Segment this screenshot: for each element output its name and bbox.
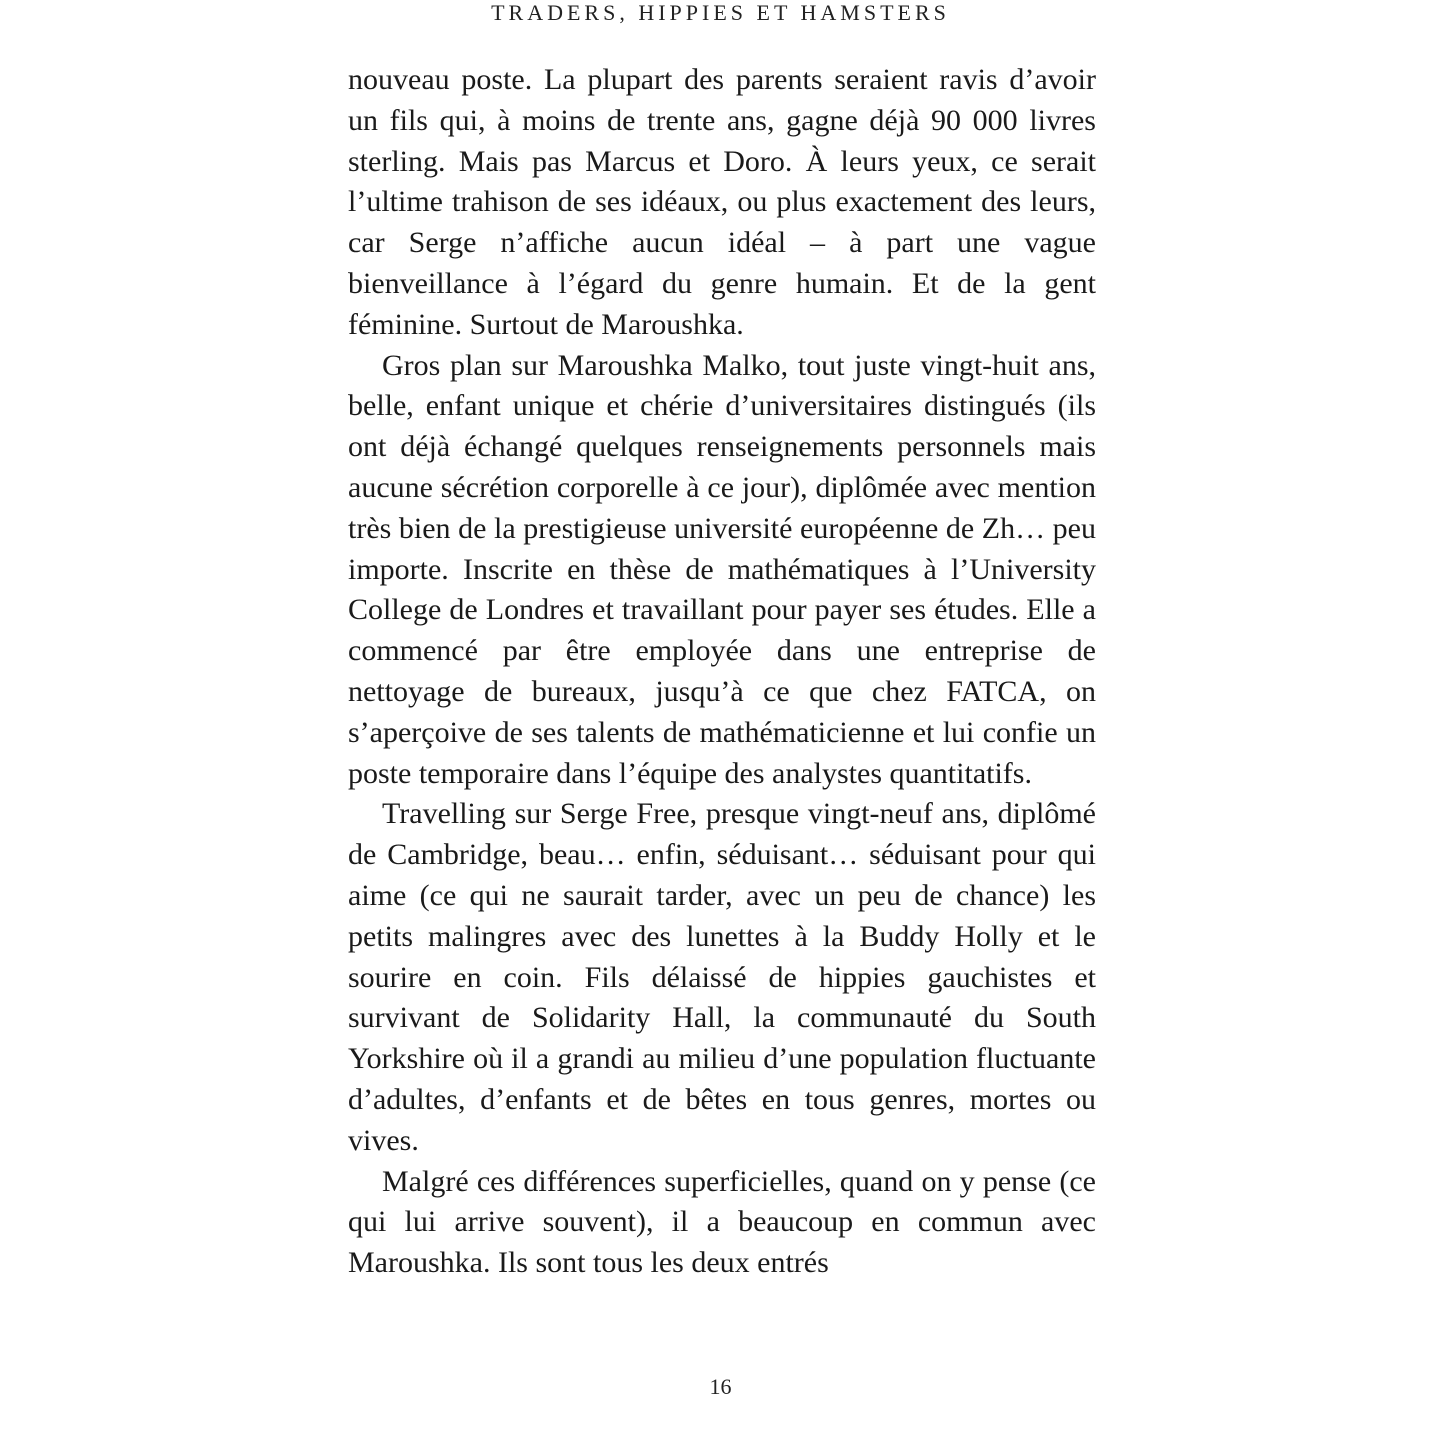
paragraph-4: Malgré ces différences superficielles, quand on y pense (ce qui lui arrive souvent), il a beaucoup en commun avec Maroushka. Ils sont tous les deux entrés	[348, 1164, 1096, 1280]
running-header: TRADERS, HIPPIES ET HAMSTERS	[491, 0, 950, 25]
page-number: 16	[709, 1374, 732, 1399]
paragraph-3: Travelling sur Serge Free, presque vingt-neuf ans, diplômé de Cambridge, beau… enfin, séduisant… séduisant pour qui aime (ce qui ne saurait tarder, avec un peu de chance) les petits malingres avec des lunettes à la Buddy Holly et le sourire en coin. Fils délaissé de hippies gauchistes et survivant de Solidarity Hall, la communauté du South Yorkshire où il a grandi au milieu d’une population fluctuante d’adultes, d’enfants et de bêtes en tous genres, mortes ou vives.	[348, 797, 1096, 1157]
paragraph-1: nouveau poste. La plupart des parents seraient ravis d’avoir un fils qui, à moins de trente ans, gagne déjà 90 000 livres sterling. Mais pas Marcus et Doro. À leurs yeux, ce serait l’ultime trahison de ses idéaux, ou plus exactement des leurs, car Serge n’affiche aucun idéal – à part une vague bienveillance à l’égard du genre humain. Et de la gent féminine. Surtout de Maroushka.	[348, 63, 1096, 341]
body-text	[348, 60, 1096, 1284]
paragraph-2: Gros plan sur Maroushka Malko, tout juste vingt-huit ans, belle, enfant unique et chérie d’universitaires distingués (ils ont déjà échangé quelques renseignements personnels mais aucune sécrétion corporelle à ce jour), diplômée avec mention très bien de la prestigieuse université européenne de Zh… peu importe. Inscrite en thèse de mathématiques à l’University College de Londres et travaillant pour payer ses études. Elle a commencé par être employée dans une entreprise de nettoyage de bureaux, jusqu’à ce que chez FATCA, on s’aperçoive de ses talents de mathématicienne et lui confie un poste temporaire dans l’équipe des analystes quantitatifs.	[348, 348, 1096, 790]
